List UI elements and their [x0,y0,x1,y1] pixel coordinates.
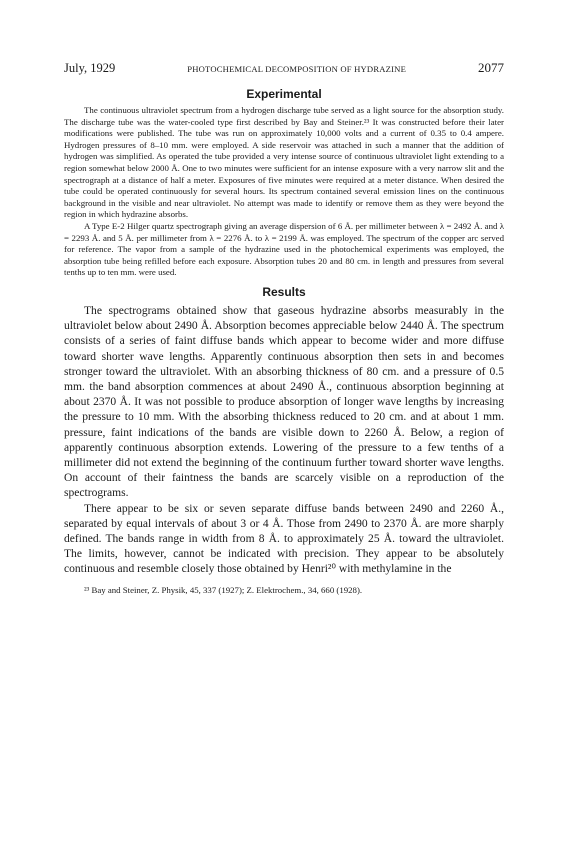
running-header [64,60,504,76]
issue-date: July, 1929 [64,61,116,75]
experimental-section [64,105,504,279]
page-number: 2077 [477,60,504,75]
running-title: PHOTOCHEMICAL DECOMPOSITION OF HYDRAZINE [187,64,407,74]
journal-page [64,60,504,596]
experimental-paragraph-2: A Type E-2 Hilger quartz spectrograph giving an average dispersion of 6 Å. per millimeter between λ = 2492 Å. and λ = 2293 Å. and 5 Å. per millimeter from λ = 2276 Å. to λ = 2199 Å. was employed. The spectrum of the copper arc served for reference. The vapor from a sample of the hydrazine used in the photochemical experiments was employed, the absorption tube being refilled before each exposure. Absorption tubes 20 and 80 cm. in length and pressures from several tenths up to ten mm. were used. [64,220,504,278]
results-paragraph-2: There appear to be six or seven separate diffuse bands between 2490 and 2260 Å., separated by equal intervals of about 3 or 4 Å. Those from 2490 to 2370 Å. are more sharply defined. The bands range in width from 8 Å. to approximately 25 Å. toward the ultraviolet. The limits, however, cannot be indicated with precision. They appear to be absolutely continuous and resemble closely those obtained by Henri²⁰ with methylamine in the [64,502,504,576]
experimental-paragraph-1: The continuous ultraviolet spectrum from a hydrogen discharge tube served as a light source for the absorption study. The discharge tube was the water-cooled type first described by Bay and Steiner.²³ It was constructed before their later modifications were published. The tube was run on approximately 10,000 volts and a current of 0.35 to 0.4 ampere. Hydrogen pressures of 8–10 mm. were employed. A side reservoir was attached in such a manner that the addition of hydrogen was simplified. As operated the tube provided a very intense source of continuous ultraviolet light extending to a region somewhat below 2000 Å. One to two minutes were sufficient for an intense exposure with a very narrow slit and the spectrograph at a distance of half a meter. Exposures of five minutes were required at a meter distance. When desired the tube could be operated continuously for several hours. Its spectrum contained several emission lines on the continuous background in the visible and near ultraviolet. No attempt was made to identify or remove them as they were beyond the region in which hydrazine absorbs. [64,105,504,220]
results-section [64,304,504,578]
results-heading: Results [262,284,306,299]
results-paragraph-1: The spectrograms obtained show that gaseous hydrazine absorbs measurably in the ultraviolet below about 2490 Å. Absorption becomes appreciable below 2440 Å. The spectrum consists of a series of faint diffuse bands which appear to become wider and more diffuse toward shorter wave lengths. Apparently continuous absorption then sets in and becomes stronger toward the ultraviolet. With an absorbing thickness of 80 cm. and a pressure of 0.5 mm. the band absorption commences at about 2490 Å., continuous absorption beginning at about 2370 Å. It was not possible to produce absorption of longer wave lengths by increasing the pressure to 10 mm. With the absorbing thickness reduced to 20 cm. and at about 1 mm. pressure, faint indications of the bands are visible down to 2260 Å. Below, a region of apparently continuous absorption extends. Lowering of the pressure to a few tenths of a millimeter did not extend the beginning of the continuum further toward shorter wave lengths. On account of their faintness the bands are scarcely visible on a reproduction of the spectrograms. [64,304,504,500]
experimental-heading: Experimental [246,87,322,101]
footnote: ²³ Bay and Steiner, Z. Physik, 45, 337 (1927); Z. Elektrochem., 34, 660 (1928). [84,584,363,595]
